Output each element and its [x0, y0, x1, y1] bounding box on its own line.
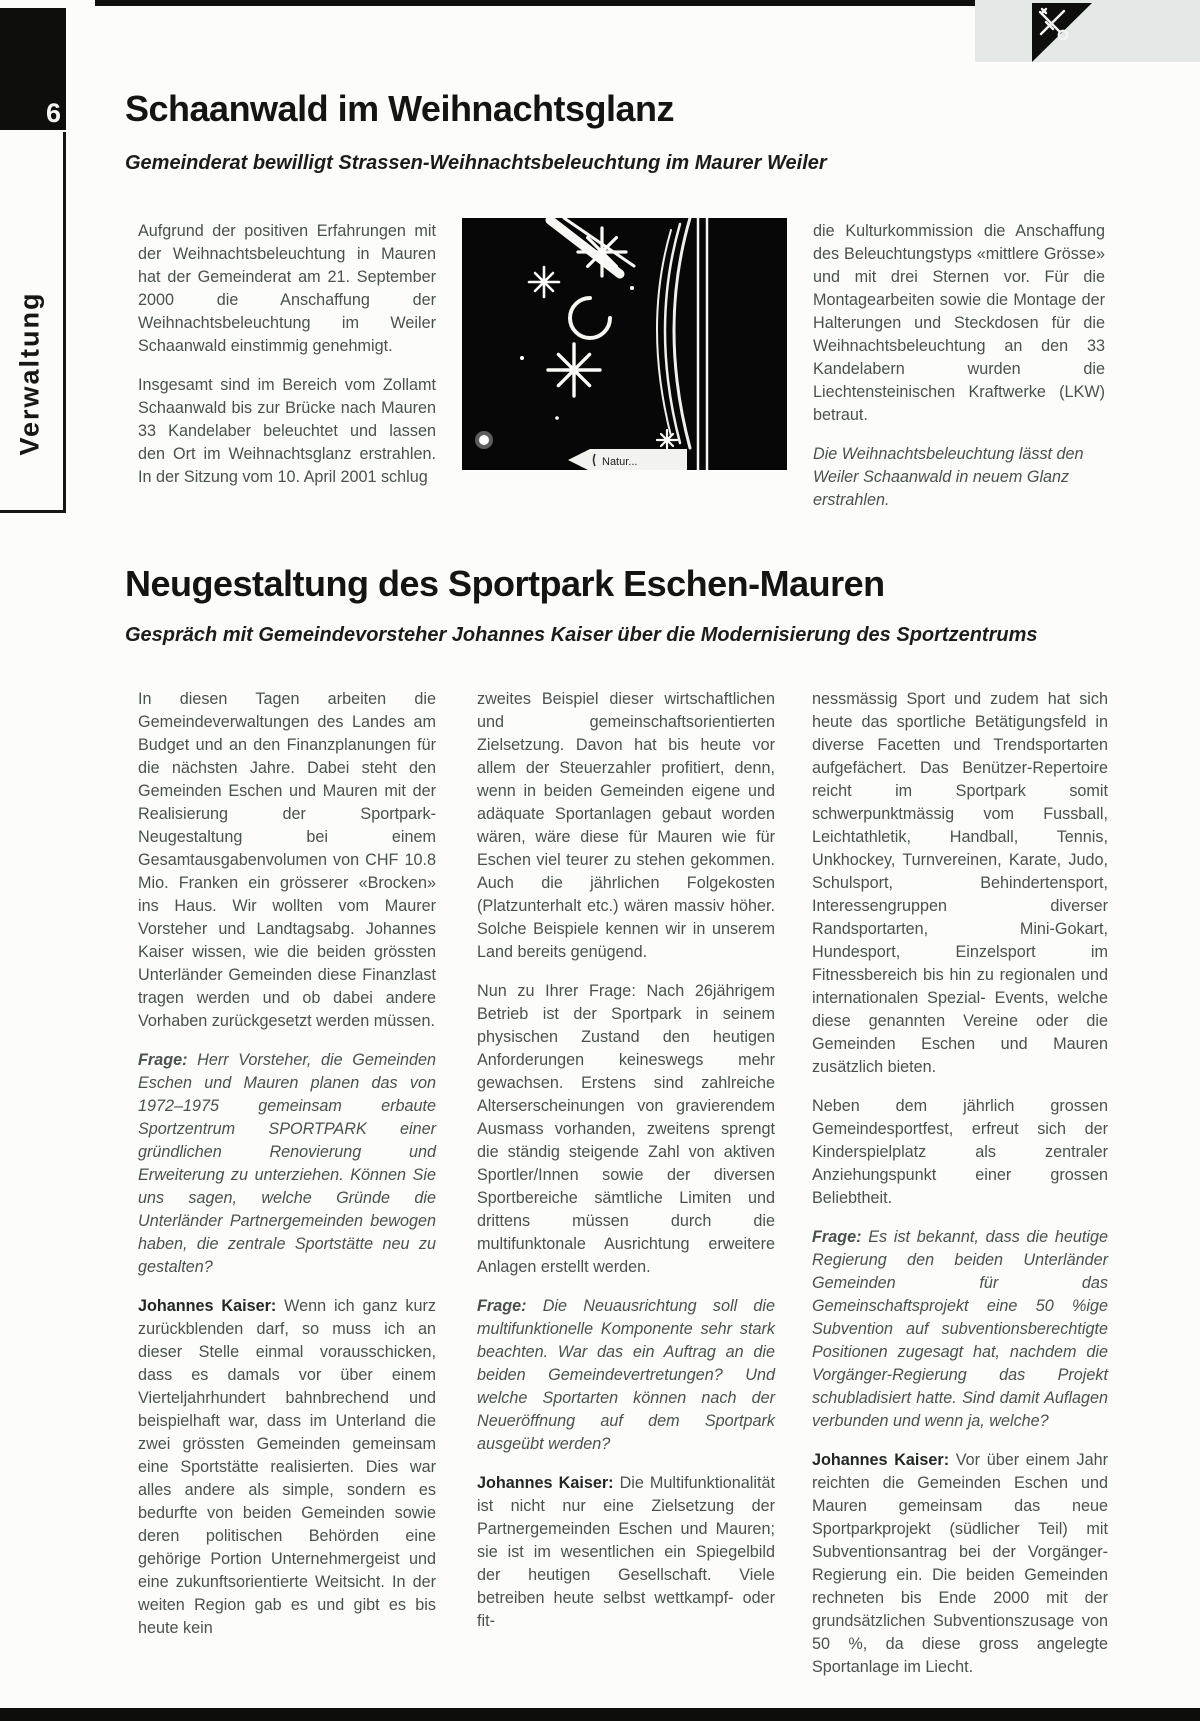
night-sky	[462, 218, 787, 470]
answer-text: Die Multifunktionalität ist nicht nur eine Zielsetzung der Partnergemeinden Eschen und Mauren; sie ist im wesentlichen ein Spiegelbild der heutigen Gesellschaft. Viele betreiben heute selbst wettkampf- oder fit-	[477, 1474, 775, 1630]
paragraph: nessmässig Sport und zudem hat sich heute das sportliche Betätigungsfeld in diverse Facetten und Trendsportarten aufgefächert. Das Benützer-Repertoire reicht im Sportpark somit schwerpunktmässig vom Fussball, Leichtathletik, Handball, Tennis, Unkhockey, Turnvereinen, Karate, Judo, Schulsport, Behindertensport, Interessengruppen diverser Randsportarten, Mini-Gokart, Hundesport, Einzelsport im Fitnessbereich bis hin zu regionalen und internationalen Spezial- Events, welche diese genannten Vereine oder die Gemeinden Eschen und Mauren zusätzlich bieten.	[812, 690, 1108, 1076]
paragraph: Nun zu Ihrer Frage: Nach 26jährigem Betrieb ist der Sportpark in seinem physischen Zustand den heutigen Anforderungen keineswegs mehr gewachsen. Erstens sind zahlreiche Alterserscheinungen von gravierendem Ausmass vorhanden, zweitens sprengt die ständig steigende Zahl von aktiven Sportler/Innen sowie der diversen Sportbereiche sämtliche Limiten und drittens müssen durch die multifunktonale Ausrichtung erweitere Anlagen erstellt werden.	[477, 982, 775, 1276]
interview-answer	[138, 1295, 436, 1640]
corner-divider-line-2	[1146, 0, 1150, 62]
article1-column-1	[138, 220, 436, 505]
question-label: Frage:	[812, 1228, 862, 1246]
interview-answer	[477, 1472, 775, 1633]
article2-column-3	[812, 688, 1108, 1695]
interview-question	[812, 1226, 1108, 1433]
sign-text: Natur...	[602, 456, 638, 468]
section-rule-horizontal	[0, 510, 66, 513]
interview-answer	[812, 1449, 1108, 1679]
page-number-box	[0, 8, 66, 130]
photo-caption: Die Weihnachtsbeleuchtung lässt den Weiler Schaanwald in neuem Glanz erstrahlen.	[813, 445, 1084, 509]
answer-text: Vor über einem Jahr reichten die Gemeinden Eschen und Mauren gemeinsam das neue Sportparkprojekt (südlicher Teil) mit Subventionsantrag bei der Vorgänger-Regierung ein. Die beiden Gemeinden rechneten bis Ende 2000 mit der grundsätzlichen Subventionszusage von 50 %, da diese gross angelegte Sportanlage im Liecht.	[812, 1451, 1108, 1676]
interview-question	[138, 1049, 436, 1279]
question-text: Es ist bekannt, dass die heutige Regierung den beiden Unterländer Gemeinden für das Gemeinschaftsprojekt eine 50 %ige Subvention auf subventionsberechtigte Positionen zugesagt hat, nachdem die Vorgänger-Regierung das Projekt schubladisiert hatte. Sind damit Auflagen verbunden und wenn ja, welche?	[812, 1228, 1109, 1430]
section-label: Verwaltung	[14, 290, 45, 456]
corner-divider-line-1	[1088, 0, 1092, 62]
paragraph: Aufgrund der positiven Erfahrungen mit der Weihnachtsbeleuchtung in Mauren hat der Gemeinderat am 21. September 2000 die Anschaffung der Weihnachtsbeleuchtung im Weiler Schaanwald einstimmig genehmigt.	[138, 222, 436, 355]
paragraph: In diesen Tagen arbeiten die Gemeindeverwaltungen des Landes am Budget und an den Finanzplanungen für die nächsten Jahre. Dabei steht den Gemeinden Eschen und Mauren mit der Realisierung der Sportpark-Neugestaltung bei einem Gesamtausgabenvolumen von CHF 10.8 Mio. Franken ein grösserer «Brocken» ins Haus. Wir wollten vom Maurer Vorsteher und Landtagsabg. Johannes Kaiser wissen, wie die beiden grössten Unterländer Gemeinden diese Finanzlast tragen werden und ob dabei andere Vorhaben zurückgesetzt werden müssen.	[138, 690, 436, 1030]
question-label: Frage:	[138, 1051, 188, 1069]
speaker-label: Johannes Kaiser:	[812, 1451, 950, 1469]
christmas-lights-photo	[462, 218, 787, 470]
article2-column-2	[477, 688, 775, 1649]
top-rule	[95, 0, 975, 6]
article2-title: Neugestaltung des Sportpark Eschen-Mauren	[125, 563, 885, 604]
section-rule-vertical	[63, 132, 66, 510]
paragraph: zweites Beispiel dieser wirtschaftlichen und gemeinschaftsorientierten Zielsetzung. Davon hat bis heute vor allem der Steuerzahler profitiert, denn, wenn in beiden Gemeinden eigene und adäquate Sportanlagen gebaut worden wären, wäre diese für Mauren wie für Eschen viel teurer zu stehen gekommen. Auch die jährlichen Folgekosten (Platzunterhalt etc.) wären massiv höher. Solche Beispiele kennen wir in unserem Land bereits genügend.	[477, 690, 775, 961]
speaker-label: Johannes Kaiser:	[138, 1297, 277, 1315]
question-text: Herr Vorsteher, die Gemeinden Eschen und Mauren planen das von 1972–1975 gemeinsam erbaute Sportzentrum SPORTPARK einer gründlichen Renovierung und Erweiterung zu unterziehen. Können Sie uns sagen, welche Gründe die Unterländer Partnergemeinden bewogen haben, die zentrale Sportstätte neu zu gestalten?	[138, 1051, 436, 1276]
speaker-label: Johannes Kaiser:	[477, 1474, 614, 1492]
question-label: Frage:	[477, 1297, 527, 1315]
paragraph: Insgesamt sind im Bereich vom Zollamt Schaanwald bis zur Brücke nach Mauren 33 Kandelaber beleuchtet und lassen den Ort im Weihnachtsglanz erstrahlen. In der Sitzung vom 10. April 2001 schlug	[138, 376, 436, 486]
crossed-key-sword-icon	[1036, 7, 1072, 43]
article2-column-1	[138, 688, 436, 1656]
article1-subtitle: Gemeinderat bewilligt Strassen-Weihnachtsbeleuchtung im Maurer Weiler	[125, 152, 827, 174]
christmas-lights-photo-art	[462, 218, 787, 470]
article1-title: Schaanwald im Weihnachtsglanz	[125, 88, 674, 129]
article1-column-2	[813, 220, 1105, 528]
interview-question	[477, 1295, 775, 1456]
article2-subtitle: Gespräch mit Gemeindevorsteher Johannes Kaiser über die Modernisierung des Sportzentrums	[125, 624, 1038, 646]
section-label-wrap	[0, 278, 60, 468]
answer-text: Wenn ich ganz kurz zurückblenden darf, so muss ich an dieser Stelle einmal vorausschicken, dass es damals vor über einem Vierteljahrhundert bahnbrechend und beispielhaft war, dass im Unterland die zwei grössten Gemeinden gemeinsam eine Sportstätte realisierten. Dies war alles andere als simple, sondern es bedurfte von beiden Gemeinden sowie deren politischen Behörden eine gehörige Portion Unternehmergeist und eine zukunftsorientierte Weitsicht. In der weiten Region gab es und gibt es bis heute kein	[138, 1297, 436, 1637]
paragraph: Neben dem jährlich grossen Gemeindesportfest, erfreut sich der Kinderspielplatz als zentraler Anziehungspunkt einer grossen Beliebtheit.	[812, 1097, 1108, 1207]
bottom-rule	[0, 1708, 1200, 1721]
page-number: 6	[45, 98, 61, 128]
paragraph: die Kulturkommission die Anschaffung des Beleuchtungstyps «mittlere Grösse» und mit drei Sternen vor. Für die Montagearbeiten sowie die Montage der Halterungen und Steckdosen für die Weihnachtsbeleuchtung an den 33 Kandelabern wurden die Liechtensteinischen Kraftwerke (LKW) betraut.	[813, 222, 1105, 424]
question-text: Die Neuausrichtung soll die multifunktionelle Komponente sehr stark beachten. War das ein Auftrag an die beiden Gemeindevertretungen? Und welche Sportarten können nach der Neueröffnung auf dem Sportpark ausgeübt werden?	[477, 1297, 776, 1453]
direction-sign	[568, 449, 687, 470]
